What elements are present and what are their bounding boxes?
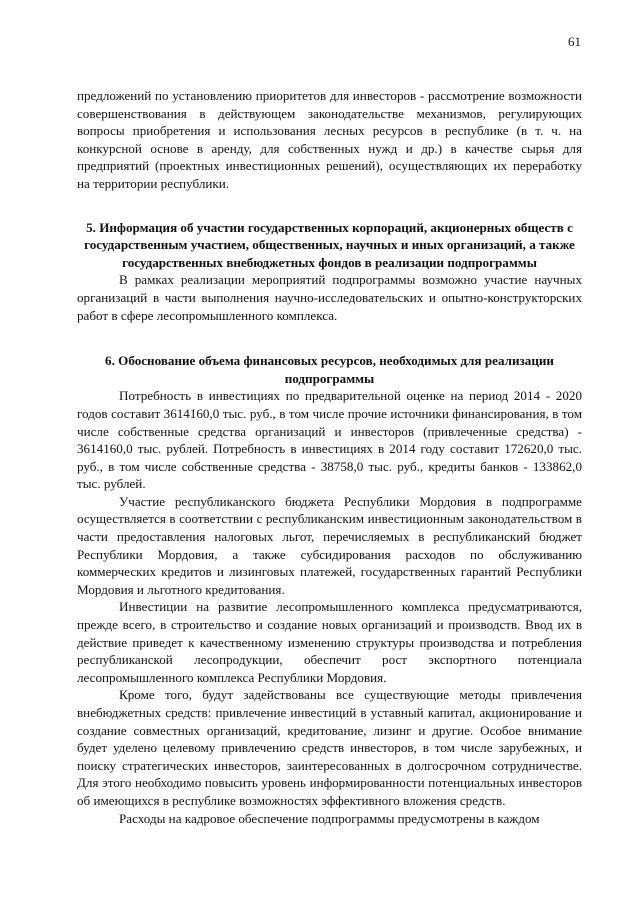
page-content [77, 87, 582, 827]
spacer [77, 193, 582, 219]
section-6-paragraph-2: Участие республиканского бюджета Республики Мордовия в подпрограмме осуществляется в соответствии с республиканским инвестиционным законодательством в части предоставления налоговых льгот, перечисляемых в республиканский бюджет Республики Мордовия, а также субсидирования расходов по обслуживанию коммерческих кредитов и лизинговых платежей, государственных гарантий Республики Мордовия и льготного кредитования. [77, 493, 582, 597]
intro-paragraph: предложений по установлению приоритетов для инвесторов - рассмотрение возможности совершенствования в действующем законодательстве механизмов, регулирующих вопросы приобретения и использования лесных ресурсов в республике (в т. ч. на конкурсной основе в аренду, для собственных нужд и др.) в качестве сырья для предприятий (проектных инвестиционных решений), осуществляющих их переработку на территории республики. [77, 88, 582, 191]
section-5 [77, 219, 582, 325]
section-6 [77, 352, 582, 827]
section-6-paragraph-5: Расходы на кадровое обеспечение подпрограммы предусмотрены в каждом [119, 810, 540, 826]
section-5-paragraph-1: В рамках реализации мероприятий подпрограммы возможно участие научных организаций в части выполнения научно-исследовательских и опытно-конструкторских работ в сфере лесопромышленного комплекса. [77, 272, 582, 323]
page-number: 61 [568, 34, 581, 49]
section-6-heading: 6. Обоснование объема финансовых ресурсов, необходимых для реализации подпрограммы [105, 353, 554, 386]
section-5-heading: 5. Информация об участии государственных корпораций, акционерных обществ с государственным участием, общественных, научных и иных организаций, а также государственных внебюджетных фондов в реализации подпрограммы [84, 219, 575, 270]
spacer [77, 324, 582, 352]
section-6-paragraph-1: Потребность в инвестициях по предварительной оценке на период 2014 - 2020 годов составит 3614160,0 тыс. руб., в том числе прочие источники финансирования, в том числе собственные средства организаций и инвесторов (привлеченные средства) - 3614160,0 тыс. рублей. Потребность в инвестициях в 2014 году составит 172620,0 тыс. руб., в том числе собственные средства - 38758,0 тыс. руб., кредиты банков - 133862,0 тыс. рублей. [77, 388, 582, 492]
section-6-paragraph-4: Кроме того, будут задействованы все существующие методы привлечения внебюджетных средств: привлечение инвестиций в уставный капитал, акционирование и создание совместных организаций, кредитование, лизинг и другие. Особое внимание будет уделено целевому привлечению средств инвесторов, в том числе зарубежных, и поиску стратегических инвесторов, заинтересованных в долгосрочном сотрудничестве. Для этого необходимо повысить уровень информированности потенциальных инвесторов об имеющихся в республике возможностях эффективного вложения средств. [77, 687, 582, 808]
section-6-paragraph-3: Инвестиции на развитие лесопромышленного комплекса предусматриваются, прежде всего, в строительство и создание новых организаций и производств. Ввод их в действие приведет к качественному изменению структуры производства и потребления республиканской лесопродукции, обеспечит рост экспортного потенциала лесопромышленного комплекса Республики Мордовия. [77, 599, 582, 685]
